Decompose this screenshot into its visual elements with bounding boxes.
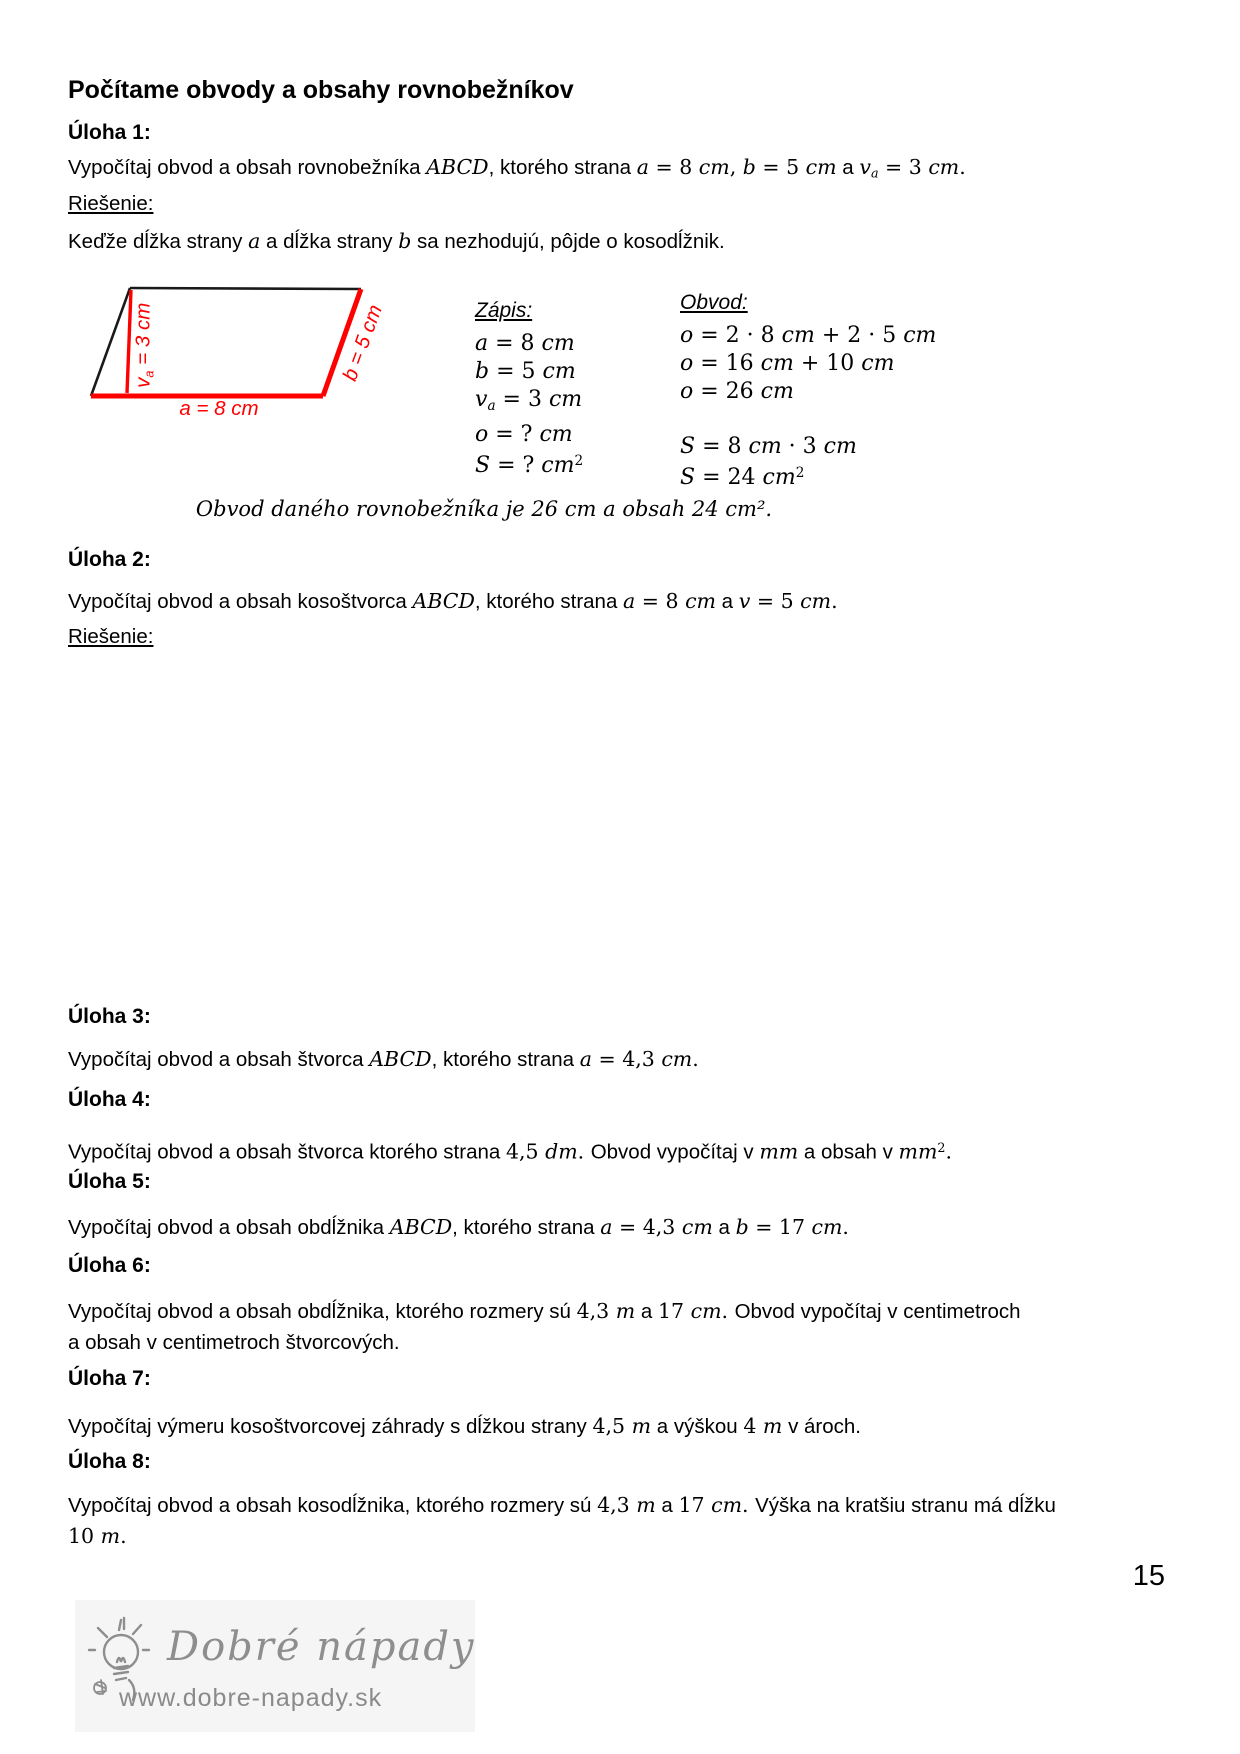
zapis-line: S = ? $cm^2$ [475,452,584,478]
task7-text: Vypočítaj výmeru kosoštvorcovej záhrady s dĺžkou strany 4,5 m a výškou 4 m v ároch. [68,1414,861,1438]
obvod-line: o = 2 · 8 cm + 2 · 5 cm [680,323,937,348]
task7-heading: Úloha 7: [68,1367,151,1390]
task3-heading: Úloha 3: [68,1005,151,1028]
zapis-column [475,297,583,479]
figure-left-side [91,288,130,396]
task2-heading: Úloha 2: [68,548,151,571]
task2-solution-label: Riešenie: [68,625,154,648]
obvod-line: S = 24 $cm^2$ [680,464,805,490]
obvod-heading: Obvod: [680,291,748,314]
task1-solution-note: Keďže dĺžka strany a a dĺžka strany b sa nezhodujú, pôjde o kosodĺžnik. [68,229,725,253]
figure-height-label: va = 3 cm [131,302,157,388]
task5-text: Vypočítaj obvod a obsah obdĺžnika ABCD, ktorého strana a = 4,3 cm a b = 17 cm. [68,1215,849,1239]
page-title: Počítame obvody a obsahy rovnobežníkov [68,76,574,104]
obvod-spacer [680,405,936,432]
task3-text: Vypočítaj obvod a obsah štvorca ABCD, ktorého strana a = 4,3 cm. [68,1047,699,1071]
figure-height-line [127,290,131,393]
task8-heading: Úloha 8: [68,1450,151,1473]
figure-side-b-label: b = 5 cm [338,301,387,384]
zapis-line: a = 8 cm [475,331,575,356]
footer-logo [75,1600,475,1732]
task1-heading: Úloha 1: [68,121,151,144]
obvod-line: o = 16 cm + 10 cm [680,351,895,376]
task1-solution-label: Riešenie: [68,192,154,215]
page-number: 15 [1132,1560,1165,1592]
obvod-column [680,289,936,491]
task4-text: Vypočítaj obvod a obsah štvorca ktorého strana 4,5 dm. Obvod vypočítaj v mm a obsah v $mm^2$. [68,1139,953,1164]
zapis-line: b = 5 cm [475,359,576,384]
figure-top-side [130,288,361,289]
task4-heading: Úloha 4: [68,1088,151,1111]
task6-heading: Úloha 6: [68,1254,151,1277]
zapis-line: o = ? cm [475,421,573,447]
logo-brand-text: Dobré nápady [167,1624,476,1670]
task5-heading: Úloha 5: [68,1170,151,1193]
figure-side-a-label: a = 8 cm [179,397,259,420]
obvod-line: S = 8 cm · 3 cm [680,434,857,459]
obvod-line: o = 26 cm [680,379,794,404]
zapis-heading: Zápis: [475,299,533,322]
task1-conclusion: Obvod daného rovnobežníka je 26 cm a obsah 24 cm². [195,497,773,521]
task8-text: Vypočítaj obvod a obsah kosodĺžnika, ktorého rozmery sú 4,3 m a 17 cm. Výška na kratšiu stranu má dĺžku 10 m. [68,1493,1056,1548]
task2-text: Vypočítaj obvod a obsah kosoštvorca ABCD, ktorého strana a = 8 cm a v = 5 cm. [68,589,838,613]
task6-text: Vypočítaj obvod a obsah obdĺžnika, ktorého rozmery sú 4,3 m a 17 cm. Obvod vypočítaj v centimetroch a obsah v centimetroch štvorcových. [68,1299,1021,1354]
task1-text: Vypočítaj obvod a obsah rovnobežníka ABCD, ktorého strana a = 8 cm, b = 5 cm a va = 3 cm. [68,155,966,181]
logo-website-text: www.dobre-napady.sk [119,1684,383,1712]
zapis-line: va = 3 cm [475,387,583,414]
